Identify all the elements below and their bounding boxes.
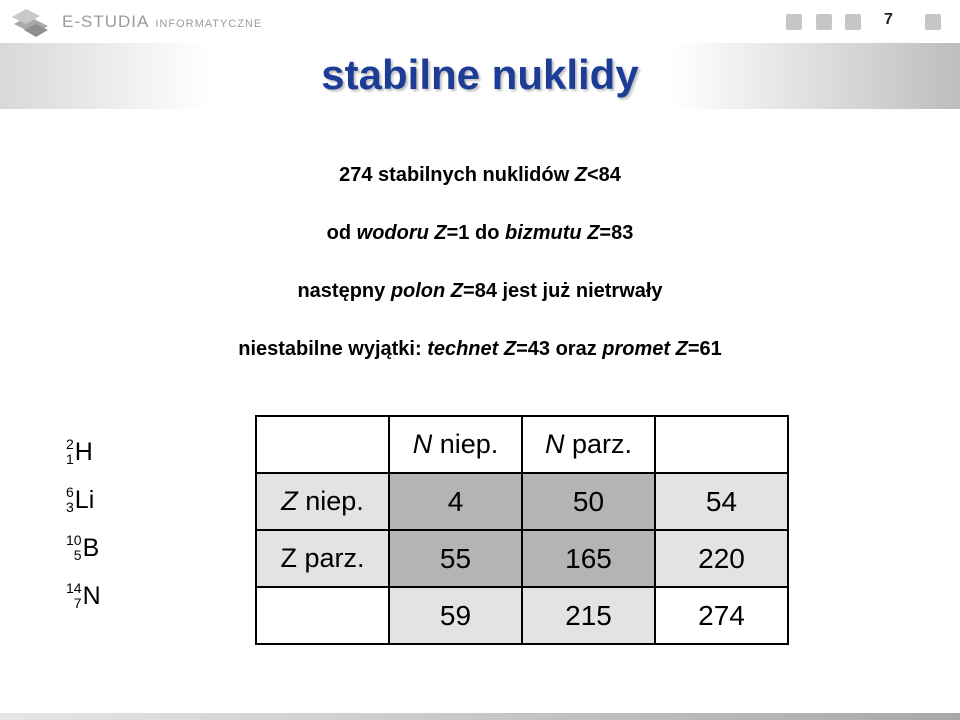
text-run: =83 <box>599 222 634 244</box>
table-cell: 165 <box>522 530 655 587</box>
table-cell: 220 <box>655 530 788 587</box>
nuclide-symbol: B <box>82 533 100 562</box>
nuclide-symbol: H <box>74 437 93 466</box>
logo <box>10 4 262 40</box>
nuclide-atomic-number: 5 <box>73 547 82 563</box>
text-run: następny <box>297 280 391 302</box>
nuclide-parity-table <box>255 415 789 645</box>
table-row-header <box>256 587 389 644</box>
text-line-2 <box>0 221 960 245</box>
text-run: =61 <box>687 338 722 360</box>
logo-mark-icon <box>10 4 52 40</box>
table-cell: 54 <box>655 473 788 530</box>
table-cell: 55 <box>389 530 522 587</box>
logo-subtitle: INFORMATYCZNE <box>155 18 263 30</box>
text-line-3 <box>0 279 960 303</box>
text-run: niestabilne wyjątki: <box>238 338 428 360</box>
nav-next-button[interactable] <box>845 14 861 30</box>
text-run: =1 do <box>446 222 505 244</box>
nuclide-mass-number: 6 <box>66 484 74 500</box>
nuclide-item <box>66 532 99 564</box>
nuclide-mass-number: 10 <box>66 532 82 548</box>
table-row <box>256 473 788 530</box>
nuclide-symbol: N <box>82 581 101 610</box>
table-cell: 59 <box>389 587 522 644</box>
text-run: 274 stabilnych nuklidów <box>339 164 575 186</box>
table-row-header: Z parz. <box>256 530 389 587</box>
text-line-4 <box>0 337 960 361</box>
logo-brand: E-STUDIA <box>62 12 150 31</box>
text-run: polon Z <box>390 280 464 302</box>
text-run: promet Z <box>602 338 688 360</box>
nav-first-button[interactable] <box>786 14 802 30</box>
table-cell: 215 <box>522 587 655 644</box>
slide-title: stabilne nuklidy <box>321 51 639 98</box>
nuclide-item <box>66 484 94 516</box>
nuclide-item <box>66 580 101 612</box>
nuclide-atomic-number: 7 <box>73 595 82 611</box>
nav-previous-button[interactable] <box>816 14 832 30</box>
text-run: technet Z <box>427 338 517 360</box>
text-run: wodoru Z <box>356 222 447 244</box>
table-corner-cell <box>256 416 389 473</box>
table-cell: 50 <box>522 473 655 530</box>
text-run: bizmutu Z <box>504 222 600 244</box>
table-col-header <box>655 416 788 473</box>
text-run: Z <box>574 164 587 186</box>
text-run: =84 jest już nietrwały <box>463 280 663 302</box>
table-row <box>256 530 788 587</box>
nuclide-atomic-number: 3 <box>66 499 74 515</box>
text-line-1 <box>0 163 960 187</box>
table-col-header: N parz. <box>522 416 655 473</box>
table-cell: 4 <box>389 473 522 530</box>
title-band <box>0 43 960 109</box>
table-cell: 274 <box>655 587 788 644</box>
table-col-header: N niep. <box>389 416 522 473</box>
nuclide-mass-number: 2 <box>66 436 74 452</box>
table-row <box>256 587 788 644</box>
footer-bar <box>0 713 960 720</box>
nuclide-symbol: Li <box>74 485 95 514</box>
text-run: od <box>326 222 357 244</box>
table-header-row <box>256 416 788 473</box>
nuclide-mass-number: 14 <box>66 580 82 596</box>
nuclide-item <box>66 436 93 468</box>
text-run: <84 <box>586 164 621 186</box>
page-number: 7 <box>884 11 893 28</box>
nav-last-button[interactable] <box>925 14 941 30</box>
table-row-header: Z niep. <box>256 473 389 530</box>
text-run: =43 oraz <box>516 338 603 360</box>
nuclide-atomic-number: 1 <box>66 451 74 467</box>
